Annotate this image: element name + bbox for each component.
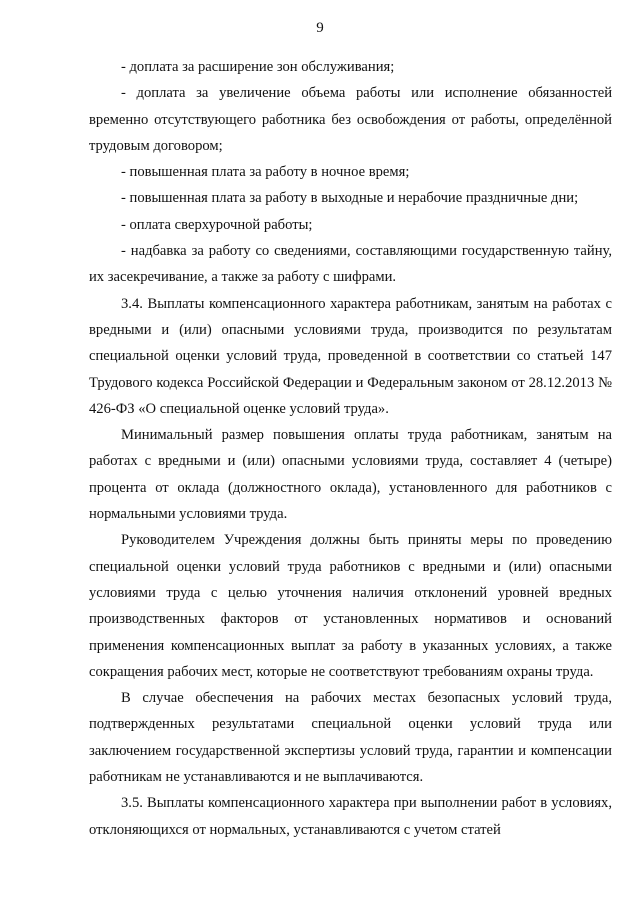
paragraph-section-3-4: 3.4. Выплаты компенсационного характера работникам, занятым на работах с вредными и (или) опасными условиями труда, производится по результатам специальной оценки условий труда, проведенной в соответствии со статьей 147 Трудового кодекса Российской Федерации и Федеральным законом от 28.12.2013 № 426-ФЗ «О специальной оценке условий труда». xyxy=(89,295,612,417)
paragraph-8: Минимальный размер повышения оплаты труда работникам, занятым на работах с вредными и (или) опасными условиями труда, составляет 4 (четыре) процента от оклада (должностного оклада), установленного для работников с нормальными условиями труда. xyxy=(89,427,612,523)
paragraph-3: - повышенная плата за работу в ночное время; xyxy=(121,164,410,181)
page-number: 9 xyxy=(316,20,324,36)
paragraph-10: В случае обеспечения на рабочих местах безопасных условий труда, подтвержденных результатами специальной оценки условий труда или заключением государственной экспертизы условий труда, гарантии и компенсации работникам не устанавливаются и не выплачиваются. xyxy=(89,690,612,786)
paragraph-section-3-5: 3.5. Выплаты компенсационного характера при выполнении работ в условиях, отклоняющихся от нормальных, устанавливаются с учетом статей xyxy=(89,795,612,838)
document-body xyxy=(89,54,612,843)
paragraph-5: - оплата сверхурочной работы; xyxy=(121,216,313,233)
paragraph-9: Руководителем Учреждения должны быть приняты меры по проведению специальной оценки условий труда работников с вредными и (или) опасными условиями труда с целью уточнения наличия отклонений уровней вредных производственных факторов от установленных нормативов и оснований применения компенсационных выплат за работу в указанных условиях, а также сокращения рабочих мест, которые не соответствуют требованиям охраны труда. xyxy=(89,532,612,680)
paragraph-1: - доплата за расширение зон обслуживания; xyxy=(121,59,395,75)
paragraph-6: - надбавка за работу со сведениями, составляющими государственную тайну, их засекречивание, а также за работу с шифрами. xyxy=(89,243,612,286)
paragraph-2: - доплата за увеличение объема работы или исполнение обязанностей временно отсутствующего работника без освобождения от работы, определённой трудовым договором; xyxy=(89,85,612,154)
paragraph-4: - повышенная плата за работу в выходные и нерабочие праздничные дни; xyxy=(121,190,579,207)
